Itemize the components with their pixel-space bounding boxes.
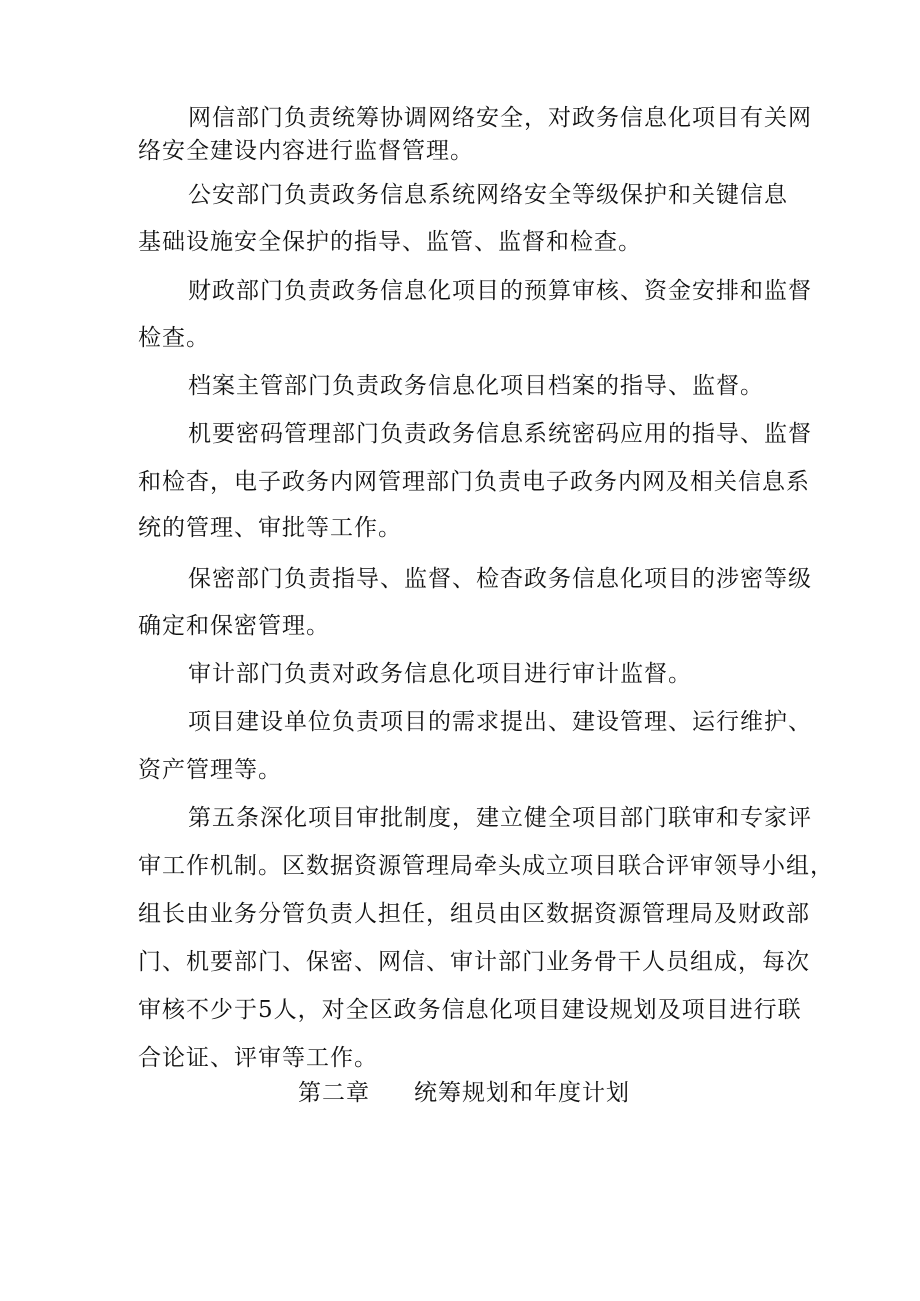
paragraph-line: 和检杳，电子政务内网管理部门负责电子政务内网及相关信息系 bbox=[138, 469, 810, 495]
paragraph-line: 检查。 bbox=[138, 325, 210, 351]
paragraph-line: 项目建设单位负责项目的需求提出、建设管理、运行维护、 bbox=[188, 709, 812, 735]
paragraph-line: 财政部门负责政务信息化项目的预算审核、资金安排和监督 bbox=[188, 278, 812, 304]
paragraph-line: 审计部门负责对政务信息化项目进行审计监督。 bbox=[188, 661, 692, 687]
paragraph-line: 保密部门负责指导、监督、检杳政务信息化项目的涉密等级 bbox=[188, 566, 812, 592]
paragraph-line: 统的管理、审批等工作。 bbox=[138, 515, 402, 541]
paragraph-line: 审工作机制。区数据资源管理局牵头成立项目联合评审领导小组， bbox=[138, 853, 834, 879]
paragraph-line: 确定和保密管理。 bbox=[138, 613, 330, 639]
paragraph-line: 门、机要部门、保密、网信、审计部门业务骨干人员组成，每次 bbox=[138, 949, 810, 975]
paragraph-line: 机要密码管理部门负责政务信息系统密码应用的指导、监督 bbox=[188, 421, 812, 447]
chapter-title: 统筹规划和年度计划 bbox=[414, 1080, 630, 1106]
paragraph-line: 档案主管部门负责政务信息化项目档案的指导、监督。 bbox=[188, 373, 764, 399]
paragraph-line: 网信部门负责统筹协调网络安全，对政务信息化项目有关网 bbox=[188, 105, 812, 131]
paragraph-line: 审核不少于5人，对全区政务信息化项目建设规划及项目进行联 bbox=[138, 997, 802, 1023]
chapter-heading bbox=[298, 1078, 630, 1108]
chapter-number: 第二章 bbox=[298, 1080, 370, 1106]
paragraph-line: 组长由业务分管负责人担任，组员由区数据资源管理局及财政部 bbox=[138, 901, 810, 927]
paragraph-line: 络安全建设内容进行监督管理。 bbox=[138, 138, 474, 164]
paragraph-line: 合论证、评审等工作。 bbox=[138, 1045, 378, 1071]
paragraph-line: 第五条深化项目审批制度，建立健全项目部门联审和专家评 bbox=[188, 805, 812, 831]
paragraph-line: 基础设施安全保护的指导、监管、监督和检查。 bbox=[138, 229, 642, 255]
paragraph-line: 公安部门负责政务信息系统网络安全等级保护和关键信息 bbox=[188, 182, 788, 208]
paragraph-line: 资产管理等。 bbox=[138, 757, 282, 783]
